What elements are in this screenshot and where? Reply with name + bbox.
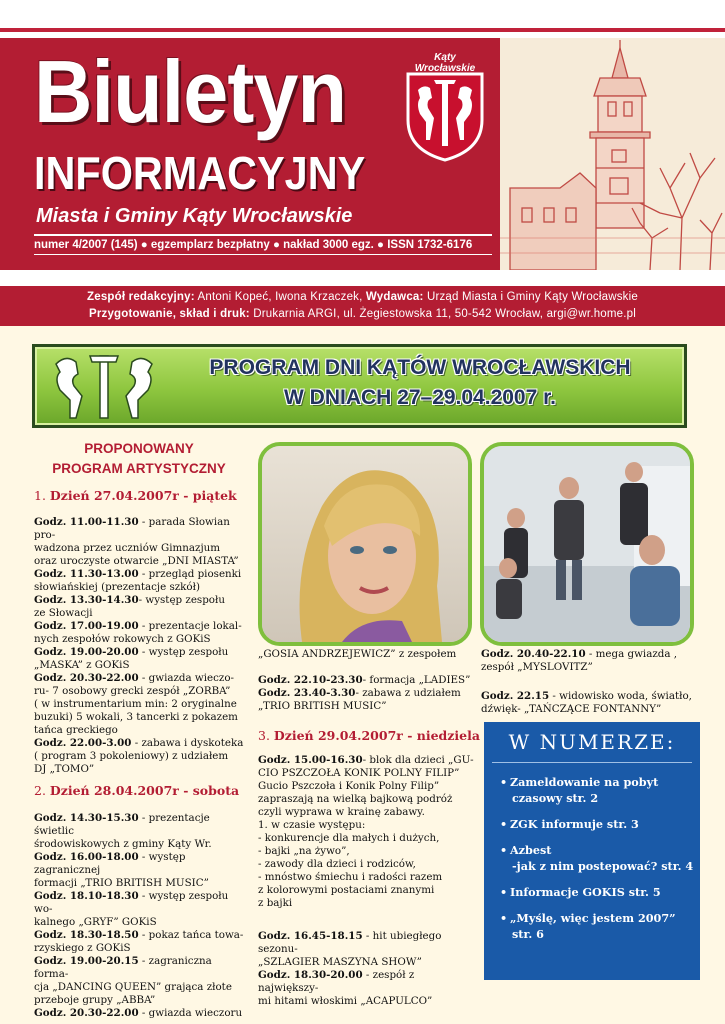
contents-item[interactable] (500, 774, 696, 806)
contents-item-line1: Zameldowanie na pobyt (510, 775, 659, 789)
schedule-entry (481, 690, 701, 703)
entry-continuation: „MASKA” z GOKiS (34, 659, 130, 671)
entry-time: Godz. 14.30-15.30 (34, 812, 139, 824)
day3-star-schedule (481, 648, 701, 674)
entry-continuation: - konkurencje dla małych i dużych, (258, 832, 440, 844)
entry-text: - występ zespołu (138, 646, 229, 658)
day1-label: Dzień 27.04.2007r - piątek (49, 488, 237, 503)
entry-time: Godz. 18.30-20.00 (258, 969, 363, 981)
entry-continuation: tańca greckiego (34, 724, 118, 736)
entry-continuation: - bajki „na żywo”, (258, 845, 350, 857)
day3-evening-schedule (258, 930, 474, 1008)
contents-item[interactable] (500, 910, 696, 942)
entry-continuation: z bajki (258, 897, 293, 909)
contents-item-line2: -jak z nim postepować? str. 4 (512, 859, 694, 873)
entry-continuation: rzyskiego z GOKiS (34, 942, 131, 954)
entry-continuation: ( program 3 pokoleniowy) z udziałem (34, 750, 229, 762)
entry-time: Godz. 11.00-11.30 (34, 516, 139, 528)
entry-continuation: ze Słowacji (34, 607, 93, 619)
day2-heading (34, 783, 239, 798)
day3-number: 3. (258, 728, 274, 743)
schedule-entry (34, 890, 249, 916)
print-label: Przygotowanie, skład i druk: (88, 308, 250, 320)
entry-text: - gwiazda wieczoru (138, 1007, 243, 1019)
entry-time: Godz. 13.30-14.30 (34, 594, 139, 606)
entry-continuation: CIO PSZCZOŁA KONIK POLNY FILIP” (258, 767, 460, 779)
band-group-photo (480, 442, 694, 646)
entry-text: - pokaz tańca towa- (138, 929, 244, 941)
contents-item-line2: czasowy str. 2 (512, 791, 599, 805)
entry-text: - przegląd piosenki (138, 568, 242, 580)
entry-continuation: zapraszają na wielką bajkową podróż (258, 793, 453, 805)
editorial-print-line (0, 308, 725, 320)
team-value: Antoni Kopeć, Iwona Krzaczek, (194, 291, 366, 303)
schedule-entry (34, 1007, 249, 1020)
entry-time: Godz. 15.00-16.30 (258, 754, 363, 766)
bullet-icon: • (500, 885, 508, 899)
photo-caption-gosia: „GOSIA ANDRZEJEWICZ” z zespołem (258, 648, 457, 660)
entry-text: - widowisko woda, światło, (549, 690, 692, 702)
day1-number: 1. (34, 488, 50, 503)
schedule-entry (34, 646, 249, 659)
entry-text: - występ zagranicznej (34, 851, 186, 876)
entry-time: Godz. 18.30-18.50 (34, 929, 139, 941)
day3-fountain-schedule (481, 690, 701, 716)
bullet-icon: • (500, 843, 508, 857)
day1-heading (34, 488, 237, 503)
entry-time: Godz. 20.30-22.00 (34, 672, 139, 684)
contents-item-line2: str. 6 (512, 927, 544, 941)
team-label: Zespół redakcyjny: (87, 291, 195, 303)
entry-time: Godz. 18.10-18.30 (34, 890, 139, 902)
day2-number: 2. (34, 783, 50, 798)
schedule-entry (34, 568, 249, 581)
masthead-city-line: Miasta i Gminy Kąty Wrocławskie (36, 205, 353, 227)
schedule-entry (258, 930, 474, 956)
entry-time: Godz. 16.45-18.15 (258, 930, 363, 942)
entry-text: - mega gwiazda , (585, 648, 678, 660)
entry-time: Godz. 22.15 (481, 690, 550, 702)
entry-time: Godz. 19.00-20.15 (34, 955, 139, 967)
singer-portrait-photo (258, 442, 472, 646)
day1-schedule (34, 516, 249, 776)
entry-continuation: oraz uroczyste otwarcie „DNI MIASTA” (34, 555, 239, 567)
entry-continuation: ru- 7 osobowy grecki zespół „ZORBA” (34, 685, 231, 697)
contents-item-line1: ZGK informuje str. 3 (510, 817, 639, 831)
schedule-entry (34, 620, 249, 633)
schedule-entry (34, 955, 249, 981)
schedule-entry (258, 969, 474, 995)
bullet-icon: • (500, 911, 508, 925)
entry-continuation: dźwięk- „TAŃCZĄCE FONTANNY” (481, 703, 662, 715)
contents-item[interactable] (500, 816, 696, 832)
day2-late-schedule (258, 674, 474, 713)
publisher-label: Wydawca: (365, 291, 424, 303)
entry-continuation: czyli wyprawa w krainę zabawy. (258, 806, 425, 818)
entry-time: Godz. 22.10-23.30 (258, 674, 363, 686)
entry-text: - formacja „LADIES” (362, 674, 471, 686)
entry-text: - występ zespołu wo- (34, 890, 229, 915)
schedule-entry (34, 851, 249, 877)
day3-label: Dzień 29.04.2007r - niedziela (273, 728, 480, 743)
entry-continuation: „SZLAGIER MASZYNA SHOW” (258, 956, 422, 968)
entry-continuation: przeboje grupy „ABBA” (34, 994, 156, 1006)
entry-time: Godz. 20.30-22.00 (34, 1007, 139, 1019)
entry-continuation: wadzona przez uczniów Gimnazjum (34, 542, 221, 554)
issue-rule-bottom (34, 254, 492, 255)
entry-text: - parada Słowian pro- (34, 516, 230, 541)
entry-text: - zagraniczna forma- (34, 955, 212, 980)
contents-rule (492, 762, 692, 763)
contents-item-line1: Azbest (510, 843, 552, 857)
issue-info: numer 4/2007 (145) ● egzemplarz bezpłatny ● nakład 3000 egz. ● ISSN 1732-6176 (34, 239, 473, 251)
entry-continuation: DJ „TOMO” (34, 763, 95, 775)
masthead-title: Biuletyn (34, 42, 347, 141)
schedule-entry (258, 674, 474, 687)
schedule-entry (34, 516, 249, 542)
schedule-entry (34, 737, 249, 750)
schedule-entry (34, 929, 249, 942)
entry-text: - blok dla dzieci „GU- (362, 754, 474, 766)
publisher-value: Urząd Miasta i Gminy Kąty Wrocławskie (423, 291, 638, 303)
editorial-team-line (0, 291, 725, 303)
contents-item[interactable] (500, 884, 696, 900)
entry-continuation: cja „DANCING QUEEN” grająca złote (34, 981, 232, 993)
day3-heading (258, 728, 480, 743)
entry-text: - prezentacje lokal- (138, 620, 242, 632)
entry-time: Godz. 19.00-20.00 (34, 646, 139, 658)
entry-continuation: zespół „MYSLOVITZ” (481, 661, 593, 673)
program-heading-line1: PROPONOWANY (84, 441, 194, 456)
entry-time: Godz. 20.40-22.10 (481, 648, 586, 660)
castle-tower-illustration (500, 38, 725, 270)
entry-time: Godz. 16.00-18.00 (34, 851, 139, 863)
contents-item-line1: Informacje GOKIS str. 5 (510, 885, 661, 899)
crest-label: Kąty Wrocławskie (414, 52, 476, 74)
entry-continuation: słowiańskiej (prezentacje szkół) (34, 581, 200, 593)
entry-continuation: mi hitami włoskimi „ACAPULCO” (258, 995, 433, 1007)
entry-text: - zabawa i dyskoteka (131, 737, 244, 749)
banner-lions-icon (48, 350, 160, 422)
masthead-subtitle: INFORMACYJNY (34, 147, 366, 199)
entry-text: - zabawa z udziałem (355, 687, 461, 699)
entry-continuation: 1. w czasie występu: (258, 819, 366, 831)
entry-continuation: „TRIO BRITISH MUSIC” (258, 700, 387, 712)
entry-continuation: z kolorowymi postaciami znanymi (258, 884, 435, 896)
day2-schedule (34, 812, 249, 1020)
entry-continuation: Gucio Pszczoła i Konik Polny Filip” (258, 780, 440, 792)
schedule-entry (34, 672, 249, 685)
issue-rule-top (34, 234, 492, 236)
schedule-entry (34, 812, 249, 838)
entry-continuation: kalnego „GRYF” GOKiS (34, 916, 157, 928)
entry-continuation: środowiskowych z gminy Kąty Wr. (34, 838, 212, 850)
entry-continuation: - mnóstwo śmiechu i radości razem (258, 871, 443, 883)
entry-text: - gwiazda wieczo- (138, 672, 235, 684)
entry-continuation: formacji „TRIO BRITISH MUSIC” (34, 877, 209, 889)
entry-text: - zespół z największy- (258, 969, 415, 994)
entry-continuation: nych zespołów rokowych z GOKiS (34, 633, 211, 645)
bullet-icon: • (500, 817, 508, 831)
program-heading-line2: PROGRAM ARTYSTYCZNY (52, 461, 226, 476)
contents-item-line1: „Myślę, więc jestem 2007” (510, 911, 676, 925)
tower-drawing (500, 38, 725, 270)
bullet-icon: • (500, 775, 508, 789)
entry-text: - prezentacje świetlic (34, 812, 210, 837)
entry-time: Godz. 17.00-19.00 (34, 620, 139, 632)
schedule-entry (481, 648, 701, 661)
entry-text: - hit ubiegłego sezonu- (258, 930, 442, 955)
contents-title: W NUMERZE: (508, 730, 676, 754)
schedule-entry (34, 594, 249, 607)
entry-continuation: - zawody dla dzieci i rodziców, (258, 858, 416, 870)
entry-continuation: buzuki) 5 wokali, 3 tancerki z pokazem (34, 711, 238, 723)
banner-title-line2: W DNIACH 27–29.04.2007 r. (284, 386, 556, 409)
day2-label: Dzień 28.04.2007r - sobota (49, 783, 240, 798)
entry-time: Godz. 22.00-3.00 (34, 737, 132, 749)
contents-item[interactable] (500, 842, 696, 874)
entry-text: - występ zespołu (138, 594, 225, 606)
contents-list (500, 774, 696, 952)
day3-schedule (258, 754, 474, 910)
entry-time: Godz. 23.40-3.30 (258, 687, 356, 699)
print-value: Drukarnia ARGI, ul. Żegiestowska 11, 50-542 Wrocław, argi@wr.home.pl (249, 308, 637, 320)
entry-time: Godz. 11.30-13.00 (34, 568, 139, 580)
top-rule (0, 28, 725, 32)
banner-title-line1: PROGRAM DNI KĄTÓW WROCŁAWSKICH (209, 356, 631, 379)
schedule-entry (258, 687, 474, 700)
schedule-entry (258, 754, 474, 767)
coat-of-arms-icon (404, 70, 486, 162)
entry-continuation: ( w instrumentarium min: 2 oryginalne (34, 698, 237, 710)
